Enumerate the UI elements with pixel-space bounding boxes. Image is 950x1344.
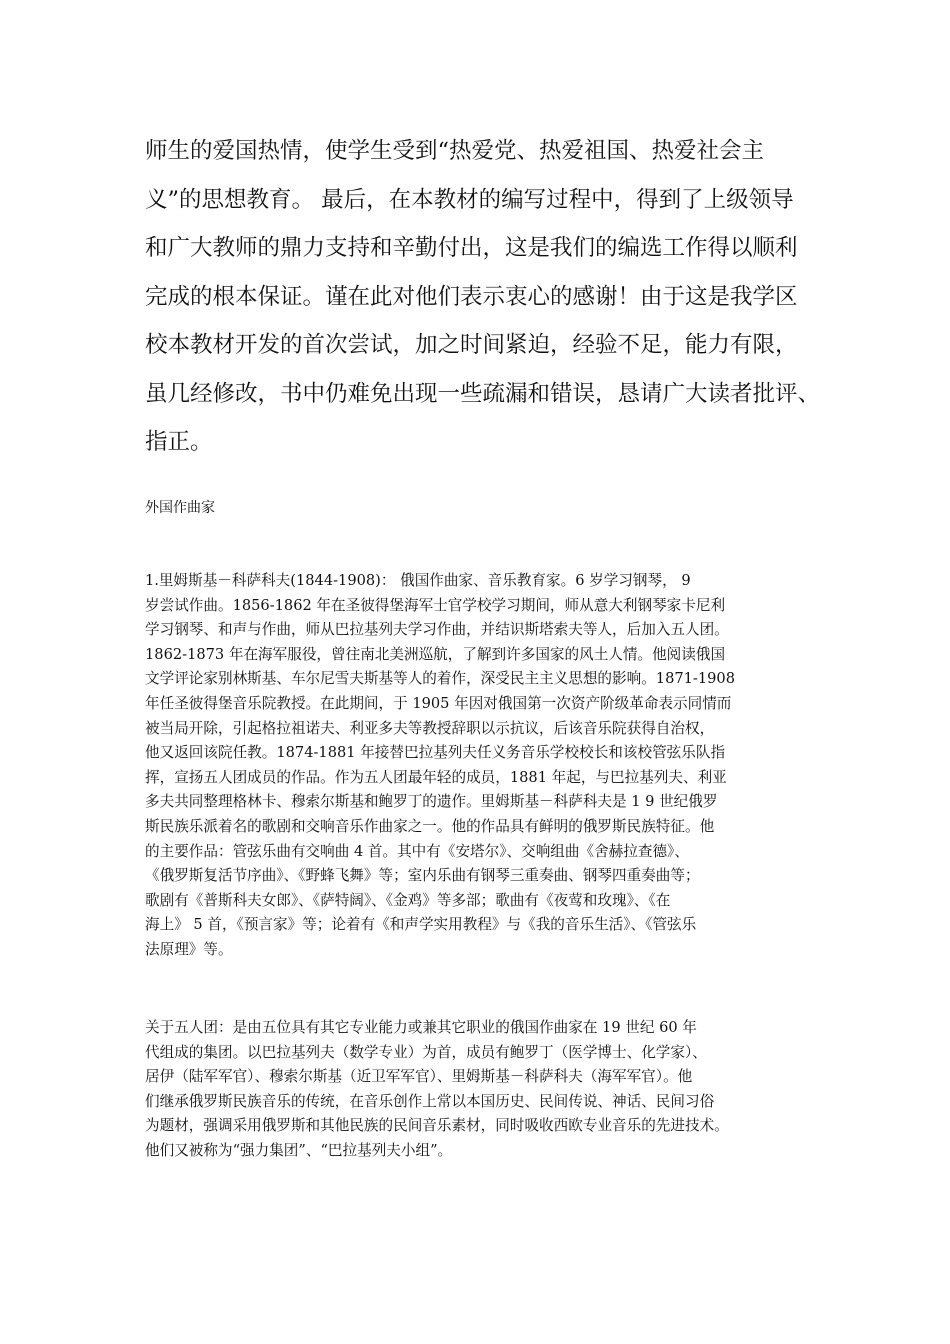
composer-paragraph (145, 569, 810, 963)
paragraph-line: 居伊（陆军军官）、穆索尔斯基（近卫军军官）、里姆斯基－科萨科夫（海军军官）。他 (145, 1068, 693, 1086)
paragraph-line: 他们又被称为“强力集团”、“巴拉基列夫小组”。 (145, 1141, 453, 1159)
paragraph-line: 文学评论家别林斯基、车尔尼雪夫斯基等人的着作，深受民主主义思想的影响。1871-1908 (145, 670, 735, 688)
paragraph-line: 《俄罗斯复活节序曲》、《野蜂飞舞》等；室内乐曲有钢琴三重奏曲、钢琴四重奏曲等； (145, 867, 700, 885)
five-group-paragraph (145, 1016, 810, 1164)
paragraph-line: 代组成的集团。以巴拉基列夫（数学专业）为首，成员有鲍罗丁（医学博士、化学家）、 (145, 1043, 707, 1061)
paragraph-line: 为题材，强调采用俄罗斯和其他民族的民间音乐素材，同时吸收西欧专业音乐的先进技术。 (145, 1117, 729, 1135)
paragraph-line: 歌剧有《普斯科夫女郎》、《萨特阔》、《金鸡》等多部；歌曲有《夜莺和玫瑰》、《在 (145, 891, 671, 909)
paragraph-line: 的主要作品：管弦乐曲有交响曲 4 首。其中有《安塔尔》、交响组曲《舍赫拉查德》、 (145, 842, 689, 860)
intro-line: 义”的思想教育。 最后，在本教材的编写过程中，得到了上级领导 (145, 186, 794, 213)
paragraph-line: 被当局开除，引起格拉祖诺夫、利亚多夫等教授辞职以示抗议，后该音乐院获得自治权， (145, 719, 715, 737)
intro-line: 师生的爱国热情，使学生受到“热爱党、热爱祖国、热爱社会主 (145, 138, 765, 164)
intro-line: 指正。 (145, 429, 213, 455)
intro-line: 和广大教师的鼎力支持和辛勤付出，这是我们的编选工作得以顺利 (145, 235, 798, 261)
paragraph-line: 年任圣彼得堡音乐院教授。在此期间，于 1905 年因对俄国第一次资产阶级革命表示同情而 (145, 694, 732, 712)
section-heading: 外国作曲家 (145, 500, 215, 516)
paragraph-line: 们继承俄罗斯民族音乐的传统，在音乐创作上常以本国历史、民间传说、神话、民间习俗 (145, 1092, 715, 1110)
paragraph-line: 海上》 5 首，《预言家》等；论着有《和声学实用教程》与《我的音乐生活》、《管弦乐 (145, 916, 697, 934)
paragraph-line: 他又返回该院任教。1874-1881 年接替巴拉基列夫任义务音乐学校校长和该校管弦乐队指 (145, 744, 726, 762)
paragraph-line: 1862-1873 年在海军服役，曾往南北美洲巡航，了解到许多国家的风土人情。他阅读俄国 (145, 645, 726, 663)
paragraph-line: 法原理》等。 (145, 940, 233, 958)
intro-line: 校本教材开发的首次尝试，加之时间紧迫，经验不足，能力有限， (145, 332, 798, 358)
intro-paragraph (145, 127, 821, 467)
paragraph-line: 关于五人团：是由五位具有其它专业能力或兼其它职业的俄国作曲家在 19 世纪 60 年 (145, 1019, 697, 1036)
intro-line: 完成的根本保证。谨在此对他们表示衷心的感谢！由于这是我学区 (145, 283, 798, 310)
intro-line: 虽几经修改，书中仍难免出现一些疏漏和错误，恳请广大读者批评、 (145, 380, 821, 407)
paragraph-line: 挥，宣扬五人团成员的作品。作为五人团最年轻的成员，1881 年起，与巴拉基列夫、利亚 (145, 768, 727, 786)
paragraph-line: 学习钢琴、和声与作曲，师从巴拉基列夫学习作曲，并结识斯塔索夫等人，后加入五人团。 (145, 621, 729, 639)
paragraph-line: 1.里姆斯基－科萨科夫(1844-1908)： 俄国作曲家、音乐教育家。6 岁学习钢琴， 9 (145, 572, 691, 589)
paragraph-line: 岁尝试作曲。1856-1862 年在圣彼得堡海军士官学校学习期间，师从意大利钢琴家卡尼利 (145, 596, 726, 614)
paragraph-line: 多夫共同整理格林卡、穆索尔斯基和鲍罗丁的遗作。里姆斯基－科萨科夫是 1 9 世纪俄罗 (145, 793, 718, 811)
paragraph-line: 斯民族乐派着名的歌剧和交响音乐作曲家之一。他的作品具有鲜明的俄罗斯民族特征。他 (145, 817, 715, 835)
